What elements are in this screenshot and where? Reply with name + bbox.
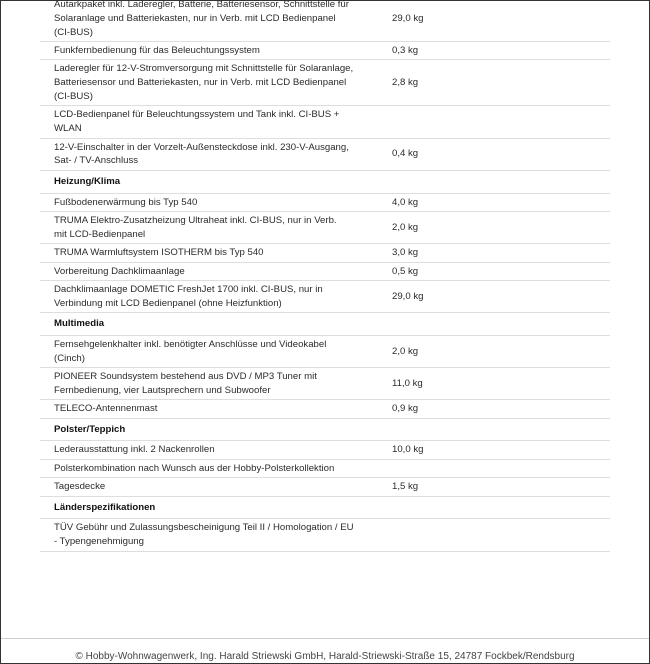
item-weight: 2,8 kg [388,60,610,106]
description-line: (CI-BUS) [54,26,93,38]
item-description [40,280,388,312]
table-row [40,368,610,400]
description-line: (Cinch) [54,352,85,364]
item-description [40,41,388,59]
description-line: Verbindung mit LCD Bedienpanel (ohne Heizfunktion) [54,297,282,309]
table-row [40,41,610,59]
section-heading: Multimedia [40,313,610,336]
item-weight: 10,0 kg [388,441,610,459]
section-heading: Heizung/Klima [40,170,610,193]
description-line: Autarkpaket inkl. Laderegler, Batterie, Batteriesensor, Schnittstelle für [54,0,349,10]
table-row [40,519,610,551]
description-line: (CI-BUS) [54,90,93,102]
item-description [40,0,388,41]
table-row [40,280,610,312]
item-description [40,138,388,170]
item-weight: 2,0 kg [388,335,610,367]
section-heading: Polster/Teppich [40,418,610,441]
item-description [40,244,388,262]
description-line: LCD-Bedienpanel für Beleuchtungssystem und Tank inkl. CI-BUS + [54,109,340,121]
footer-copyright: © Hobby-Wohnwagenwerk, Ing. Harald Striewski GmbH, Harald-Striewski-Straße 15, 24787 Fockbek/Rendsburg [75,651,575,662]
item-weight [388,106,610,138]
section-heading-row [40,170,610,193]
description-line: TÜV Gebühr und Zulassungsbescheinigung Teil II / Homologation / EU [54,522,354,534]
item-description [40,400,388,418]
description-line: - Typengenehmigung [54,536,144,548]
item-weight: 4,0 kg [388,193,610,211]
item-description [40,193,388,211]
item-description [40,262,388,280]
description-line: Laderegler für 12-V-Stromversorgung mit Schnittstelle für Solaranlage, [54,63,354,75]
item-description [40,211,388,243]
equipment-weight-table [40,0,610,552]
item-weight: 11,0 kg [388,368,610,400]
description-line: Vorbereitung Dachklimaanlage [54,265,185,277]
description-line: PIONEER Soundsystem bestehend aus DVD / MP3 Tuner mit [54,371,317,383]
section-heading-row [40,313,610,336]
item-weight: 0,5 kg [388,262,610,280]
table-row [40,193,610,211]
item-description [40,60,388,106]
item-description [40,519,388,551]
item-description [40,335,388,367]
section-heading-row [40,418,610,441]
description-line: Polsterkombination nach Wunsch aus der Hobby-Polsterkollektion [54,462,335,474]
table-row [40,106,610,138]
item-description [40,106,388,138]
item-weight: 29,0 kg [388,280,610,312]
description-line: Funkfernbedienung für das Beleuchtungssystem [54,44,260,56]
item-weight: 29,0 kg [388,0,610,41]
item-description [40,459,388,477]
item-description [40,478,388,496]
item-weight: 0,3 kg [388,41,610,59]
table-row [40,441,610,459]
table-row [40,244,610,262]
item-weight: 1,5 kg [388,478,610,496]
description-line: Fernbedienung, vier Lautsprechern und Subwoofer [54,384,271,396]
item-weight [388,459,610,477]
description-line: WLAN [54,123,82,135]
description-line: Lederausstattung inkl. 2 Nackenrollen [54,444,215,456]
item-weight: 0,4 kg [388,138,610,170]
description-line: Fernsehgelenkhalter inkl. benötigter Anschlüsse und Videokabel [54,338,327,350]
description-line: Fußbodenerwärmung bis Typ 540 [54,196,198,208]
item-weight: 3,0 kg [388,244,610,262]
table-row [40,459,610,477]
item-description [40,441,388,459]
table-row [40,0,610,41]
description-line: TELECO-Antennenmast [54,403,158,415]
description-line: TRUMA Warmluftsystem ISOTHERM bis Typ 540 [54,247,264,259]
table-row [40,400,610,418]
table-row [40,60,610,106]
footer-divider [1,638,649,639]
table-row [40,478,610,496]
table-row [40,138,610,170]
description-line: Batteriesensor und Batteriekasten, nur in Verb. mit LCD Bedienpanel [54,77,347,89]
section-heading-row [40,496,610,519]
table-body [40,0,610,551]
section-heading: Länderspezifikationen [40,496,610,519]
description-line: mit LCD-Bedienpanel [54,228,146,240]
table-row [40,262,610,280]
description-line: TRUMA Elektro-Zusatzheizung Ultraheat inkl. CI-BUS, nur in Verb. [54,214,337,226]
description-line: 12-V-Einschalter in der Vorzelt-Außensteckdose inkl. 230-V-Ausgang, [54,141,349,153]
table-row [40,211,610,243]
description-line: Solaranlage und Batteriekasten, nur in Verb. mit LCD Bedienpanel [54,12,336,24]
item-weight: 0,9 kg [388,400,610,418]
item-description [40,368,388,400]
description-line: Tagesdecke [54,481,106,493]
description-line: Dachklimaanlage DOMETIC FreshJet 1700 inkl. CI-BUS, nur in [54,283,323,295]
description-line: Sat- / TV-Anschluss [54,155,139,167]
item-weight [388,519,610,551]
table-row [40,335,610,367]
item-weight: 2,0 kg [388,211,610,243]
